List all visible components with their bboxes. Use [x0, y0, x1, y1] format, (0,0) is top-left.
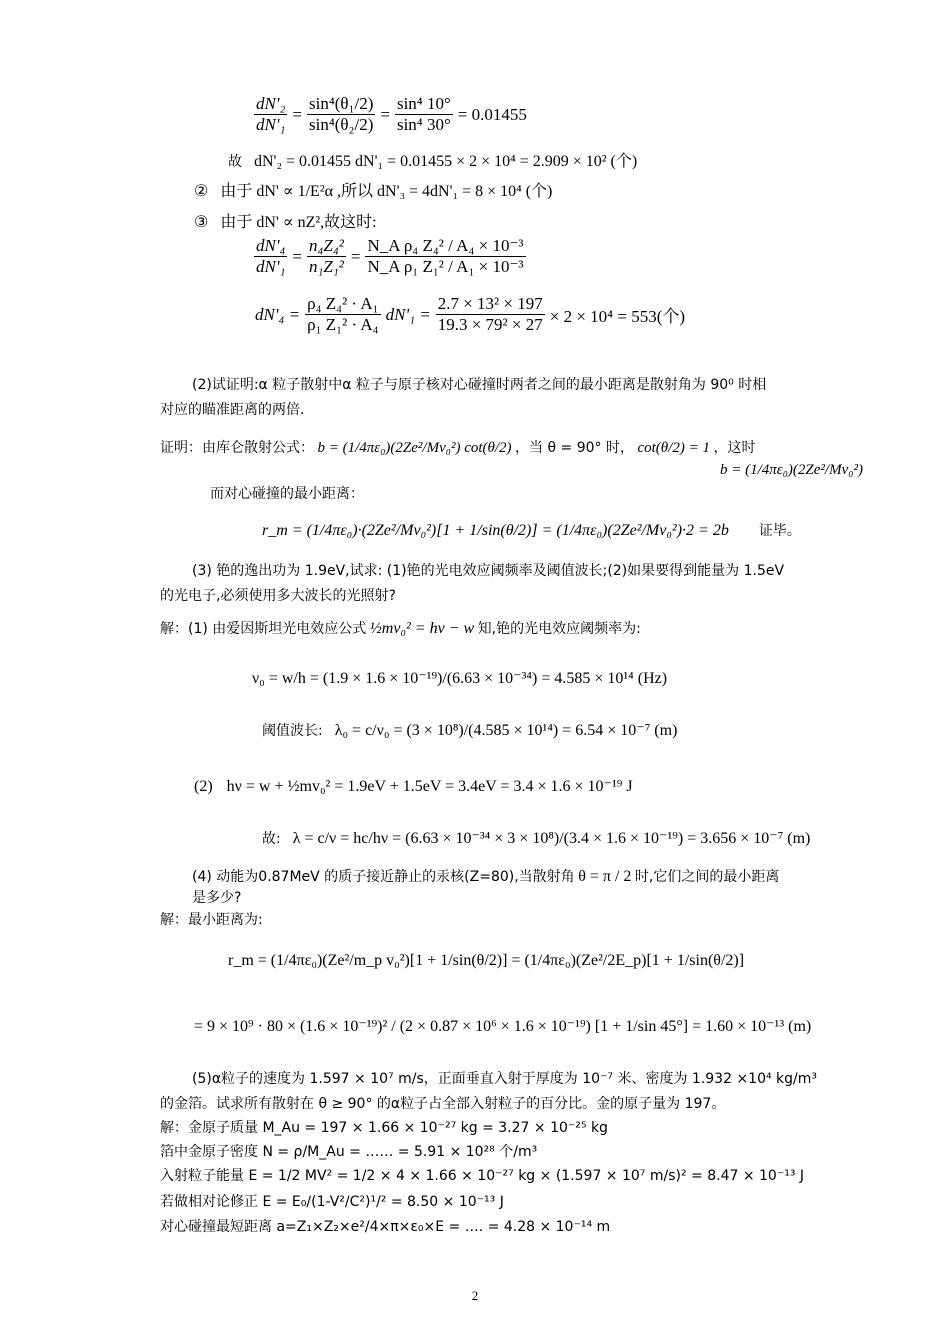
proof-intro: 证明：由库仑散射公式：: [160, 440, 314, 456]
proof-qed: 证毕。: [758, 523, 801, 539]
sol3-lambda-label: 阈值波长:: [262, 723, 323, 739]
equation-ratio-dn4-dn1: $\frac{\text{dN'₄}}{\text{dN'₁}}$ = $\frac{\text{n₄Z₄²}}{\text{n₁Z₁²}}$ = $\frac{\text{N\_A ρ₄ Z₄² / A₄ × 10⁻³}}{\text{N\_A ρ₁ Z₁² / A₁ × 10⁻³}}$: [256, 236, 524, 277]
eq3b-f2-den: 19.3 × 79² × 27: [437, 315, 543, 335]
q5-line2: 的金箔。试求所有散射在 θ ≥ 90° 的α粒子占全部入射粒子的百分比。金的原子量为 197。: [160, 1096, 726, 1112]
eq3b-tail: × 2 × 10⁴ = 553(个): [549, 307, 686, 327]
sol5-line5: 对心碰撞最短距离 a=Z₁×Z₂×e²/4×π×ε₀×E = …. = 4.28 × 10⁻¹⁴ m: [160, 1219, 611, 1235]
eq3a-m2-num: N_A ρ₄ Z₄² / A₄ × 10⁻³: [365, 236, 525, 257]
sol3-lambda0-line: [262, 722, 677, 740]
eq3a-lhs-den: dN'₁: [256, 257, 286, 277]
sol5-line2: 箔中金原子密度 N = ρ/M_Au = …… = 5.91 × 10²⁸ 个/m³: [160, 1144, 538, 1160]
sol3-gu-line: [262, 830, 810, 848]
equation-ratio-dn2-dn1: $\frac{\text{dN'₂}}{\text{dN'₁}}$ = $\frac{\text{sin⁴(θ₁/2)}}{\text{sin⁴(θ₂/2)}}$ = $\frac{\text{sin⁴ 10°}}{\text{sin⁴ 30°}}$ = 0.01455: [256, 94, 527, 135]
eq1-lhs-num: dN'₂: [254, 94, 287, 115]
item-2: [194, 183, 552, 201]
sol5-line1: 解：金原子质量 M_Au = 197 × 1.66 × 10⁻²⁷ kg = 3.27 × 10⁻²⁵ kg: [160, 1120, 608, 1136]
q2-line1: (2)试证明:α 粒子散射中α 粒子与原子核对心碰撞时两者之间的最小距离是散射角为 90⁰ 时相: [192, 377, 767, 393]
q5-line1: (5)α粒子的速度为 1.597 × 10⁷ m/s，正面垂直入射于厚度为 10⁻⁷ 米、密度为 1.932 ×10⁴ kg/m³: [192, 1071, 818, 1087]
q4-line2: 是多少?: [192, 890, 242, 906]
sol4-label: 解：最小距离为:: [160, 912, 263, 928]
sol5-line3: 入射粒子能量 E = 1/2 MV² = 1/2 × 4 × 1.66 × 10⁻²⁷ kg × (1.597 × 10⁷ m/s)² = 8.47 × 10⁻¹³ J: [160, 1168, 805, 1184]
eq3b-f2-num: 2.7 × 13² × 197: [436, 294, 545, 315]
q2-line2: 对应的瞄准距离的两倍.: [160, 402, 305, 418]
sol3-part2: hν = w + ½mv₀² = 1.9eV + 1.5eV = 3.4eV = 3.4 × 1.6 × 10⁻¹⁹ J: [226, 778, 633, 795]
eq3b-f1-den: ρ₁ Z₁² · A₄: [307, 315, 379, 335]
proof-rm-formula: r_m = (1/4πε₀)·(2Ze²/Mv₀²)[1 + 1/sin(θ/2)] = (1/4πε₀)(2Ze²/Mv₀²)·2 = 2b: [262, 522, 729, 539]
sol5-line4: 若做相对论修正 E = E₀/(1-V²/C²)¹/² = 8.50 × 10⁻¹³ J: [160, 1194, 504, 1210]
proof-cot: cot(θ/2) = 1: [637, 440, 710, 456]
sol4-eq2: = 9 × 10⁹ · 80 × (1.6 × 10⁻¹⁹)² / (2 × 0.87 × 10⁶ × 1.6 × 10⁻¹⁹) [1 + 1/sin 45°] = 1.60 × 10⁻¹³ (m): [194, 1018, 812, 1035]
equation-dn4: [252, 294, 688, 336]
eq3a-m1-den: n₁Z₁²: [308, 257, 344, 277]
proof-formula-b: b = (1/4πε₀)(2Ze²/Mv₀²) cot(θ/2): [317, 440, 512, 456]
proof-line3: [262, 522, 801, 540]
item-3: [194, 214, 377, 232]
proof-then: ，这时: [713, 440, 756, 456]
proof-when: ，当 θ = 90° 时，: [515, 440, 634, 456]
proof-line2: 而对心碰撞的最小距离：: [210, 486, 364, 502]
eq1-m2-den: sin⁴ 30°: [396, 115, 451, 135]
eq3a-m2-den: N_A ρ₁ Z₁² / A₁ × 10⁻³: [367, 257, 524, 277]
sol3-part2-line: [194, 778, 633, 796]
eq3a-lhs-num: dN'₄: [254, 236, 287, 257]
eq3a-m1-num: n₄Z₄²: [307, 236, 346, 257]
q3-line2: 的光电子,必须使用多大波长的光照射?: [160, 588, 396, 604]
sol3-part2-label: (2): [194, 778, 213, 795]
page-number: 2: [471, 1288, 479, 1303]
eq1-lhs-den: dN'₁: [256, 115, 286, 135]
sol3-nu0: ν₀ = w/h = (1.9 × 1.6 × 10⁻¹⁹)/(6.63 × 10⁻³⁴) = 4.585 × 10¹⁴ (Hz): [252, 670, 668, 687]
q4-line1: [192, 868, 779, 886]
gu-expression: dN'₂ = 0.01455 dN'₁ = 0.01455 × 2 × 10⁴ = 2.909 × 10² (个): [254, 153, 638, 170]
sol3-intro: [160, 620, 641, 638]
sol3-gu-label: 故:: [262, 831, 281, 847]
proof-line1: [160, 440, 755, 457]
sol3-intro-a: 解：(1) 由爱因斯坦光电效应公式: [160, 621, 367, 637]
item2-marker: ②: [194, 183, 209, 200]
item3-text: 由于 dN' ∝ nZ²,故这时:: [220, 214, 377, 231]
eq1-m2-num: sin⁴ 10°: [395, 94, 453, 115]
sol3-lambda0: λ₀ = c/ν₀ = (3 × 10⁸)/(4.585 × 10¹⁴) = 6.54 × 10⁻⁷ (m): [334, 722, 678, 739]
q4-line1-a: (4) 动能为0.87MeV 的质子接近静止的汞核(Z=80),当散射角: [192, 869, 575, 885]
eq3b-mid: dN'₁ =: [385, 304, 431, 324]
item3-marker: ③: [194, 214, 209, 231]
eq3b-lhs: dN'₄ =: [255, 304, 301, 324]
eq1-m1-den: sin⁴(θ₂/2): [308, 115, 374, 135]
eq1-result: = 0.01455: [457, 104, 527, 124]
gu-label: 故: [228, 154, 242, 170]
item2-text: 由于 dN' ∝ 1/E²α ,所以 dN'₃ = 4dN'₁ = 8 × 10⁴ (个): [220, 183, 553, 200]
q4-theta: θ = π / 2: [578, 868, 632, 885]
line-gu: [228, 153, 637, 171]
eq1-m1-num: sin⁴(θ₁/2): [307, 94, 375, 115]
sol3-intro-formula: ½mv₀² = hν − w: [369, 620, 475, 637]
sol4-eq1: r_m = (1/4πε₀)(Ze²/m_p v₀²)[1 + 1/sin(θ/2)] = (1/4πε₀)(Ze²/2E_p)[1 + 1/sin(θ/2)]: [228, 952, 745, 969]
q3-line1: (3) 铯的逸出功为 1.9eV,试求: (1)铯的光电效应阈频率及阈值波长;(2)如果要得到能量为 1.5eV: [192, 563, 785, 579]
q4-line1-c: 时,它们之间的最小距离: [634, 869, 780, 885]
sol3-gu: λ = c/ν = hc/hν = (6.63 × 10⁻³⁴ × 3 × 10⁸)/(3.4 × 1.6 × 10⁻¹⁹) = 3.656 × 10⁻⁷ (m): [292, 830, 811, 847]
eq3b-f1-num: ρ₄ Z₄² · A₁: [305, 294, 381, 315]
sol3-intro-c: 知,铯的光电效应阈频率为:: [477, 621, 641, 637]
proof-b-value: b = (1/4πε₀)(2Ze²/Mv₀²): [720, 462, 863, 478]
